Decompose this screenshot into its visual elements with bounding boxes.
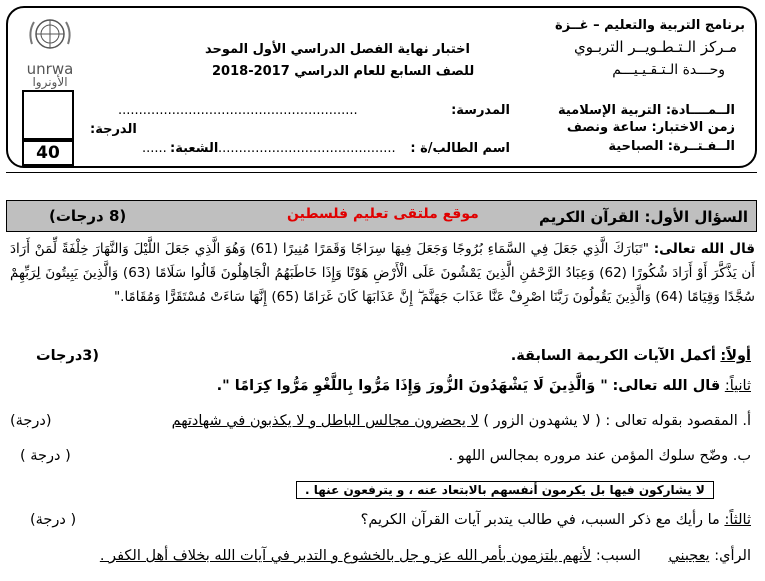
second-label: ثانياً: xyxy=(724,378,751,394)
opinion-value: يعجبني xyxy=(668,548,710,564)
reason-value: لأنهم يلتزمون بأمر الله عز و جل بالخشوع و التدبر في آيات الله بخلاف أهل الكفر . xyxy=(99,548,592,564)
item-b-points: ( درجة ) xyxy=(20,448,71,464)
first-points: (3درجات xyxy=(36,348,99,364)
exam-title: اختبار نهاية الفصل الدراسي الأول الموحد xyxy=(205,42,470,57)
verse-paragraph xyxy=(10,237,755,309)
item-a-points: (درجة) xyxy=(10,413,52,429)
third-label: ثالثاً: xyxy=(724,512,751,528)
first-item xyxy=(511,348,751,364)
third-text: ما رأيك مع ذكر السبب، في طالب يتدبر آيات القرآن الكريم؟ xyxy=(360,512,720,528)
second-lead: قال الله تعالى: xyxy=(612,378,721,394)
first-text: أكمل الآيات الكريمة السابقة. xyxy=(510,348,716,364)
header-separator xyxy=(6,172,757,173)
third-item xyxy=(361,512,751,528)
question-1-title: السؤال الأول: القرآن الكريم xyxy=(539,208,748,226)
exam-class: للصف السابع للعام الدراسي 2017-2018 xyxy=(212,64,475,79)
question-1-bar xyxy=(6,200,757,232)
total-score: 40 xyxy=(22,140,74,166)
duration: زمن الاختبار: ساعة ونصف xyxy=(566,120,735,135)
section-field[interactable]: ...... xyxy=(142,141,167,156)
third-points: ( درجة) xyxy=(30,512,77,528)
opinion-row xyxy=(100,548,751,564)
logo-text-en: unrwa xyxy=(26,60,74,78)
unrwa-logo xyxy=(20,14,80,89)
item-a xyxy=(172,413,751,429)
item-b-text: ب. وضّح سلوك المؤمن عند مروره بمجالس اللهو . xyxy=(448,448,751,464)
org-line-2: مـركز الـتـطـويــر التربـوي xyxy=(573,38,737,56)
item-a-text: أ. المقصود بقوله تعالى : ( لا يشهدون الزور ) xyxy=(483,413,751,429)
grade-box xyxy=(22,90,74,140)
site-label: موقع ملتقى تعليم فلسطين xyxy=(287,206,479,222)
second-item xyxy=(217,378,751,394)
org-line-1: برنامج التربية والتعليم – غــزة xyxy=(555,18,745,33)
first-label: أولاً: xyxy=(720,348,751,364)
subject: الــمــــادة: التربية الإسلامية xyxy=(557,103,735,118)
student-name-label: اسم الطالب/ة : xyxy=(410,141,510,156)
section-label: الشعبة: xyxy=(170,141,219,156)
opinion-label: الرأي: xyxy=(714,548,751,564)
verse-lead: قال الله تعالى: xyxy=(653,241,755,257)
item-a-answer: لا يحضرون مجالس الباطل و لا يكذبون في شهادتهم xyxy=(171,413,479,429)
item-b-answer: لا يشاركون فيها بل يكرمون أنفسهم بالابتعاد عنه ، و يترفعون عنها . xyxy=(296,481,714,499)
org-line-3: وحـــدة الـتـقـيـيـــم xyxy=(612,62,725,78)
question-1-points: (8 درجات) xyxy=(49,207,127,225)
un-emblem-icon xyxy=(20,14,80,58)
student-name-field[interactable]: ........................................... xyxy=(218,141,396,156)
grade-label: الدرجة: xyxy=(90,122,137,137)
verse-text: "تَبَارَكَ الَّذِي جَعَلَ فِي السَّمَاءِ بُرُوجًا وَجَعَلَ فِيهَا سِرَاجًا وَقَمَرًا مُنِيرًا (61) وَهُوَ الَّذِي جَعَلَ اللَّيْلَ وَالنَّهَارَ خِلْفَةً لِّمَنْ أَرَادَ أَن يَذَّكَّرَ أَوْ أَرَادَ شُكُورًا (62) وَعِبَادُ الرَّحْمَٰنِ الَّذِينَ يَمْشُونَ عَلَى الْأَرْضِ هَوْنًا وَإِذَا خَاطَبَهُمُ الْجَاهِلُونَ قَالُوا سَلَامًا (63) وَالَّذِينَ يَبِيتُونَ لِرَبِّهِمْ سُجَّدًا وَقِيَامًا (64) وَالَّذِينَ يَقُولُونَ رَبَّنَا اصْرِفْ عَنَّا عَذَابَ جَهَنَّمَ ۖ إِنَّ عَذَابَهَا كَانَ غَرَامًا (65) إِنَّهَا سَاءَتْ مُسْتَقَرًّا وَمُقَامًا." xyxy=(10,241,755,305)
second-verse: " وَالَّذِينَ لَا يَشْهَدُونَ الزُّورَ وَإِذَا مَرُّوا بِاللَّغْوِ مَرُّوا كِرَامًا ". xyxy=(216,378,608,394)
logo-text-ar: الأونروا xyxy=(32,75,68,89)
school-label: المدرسة: xyxy=(451,103,510,118)
period: الــفـتــرة: الصباحية xyxy=(608,139,735,154)
reason-label: السبب: xyxy=(595,548,641,564)
school-field[interactable]: .......................................................... xyxy=(118,103,358,118)
